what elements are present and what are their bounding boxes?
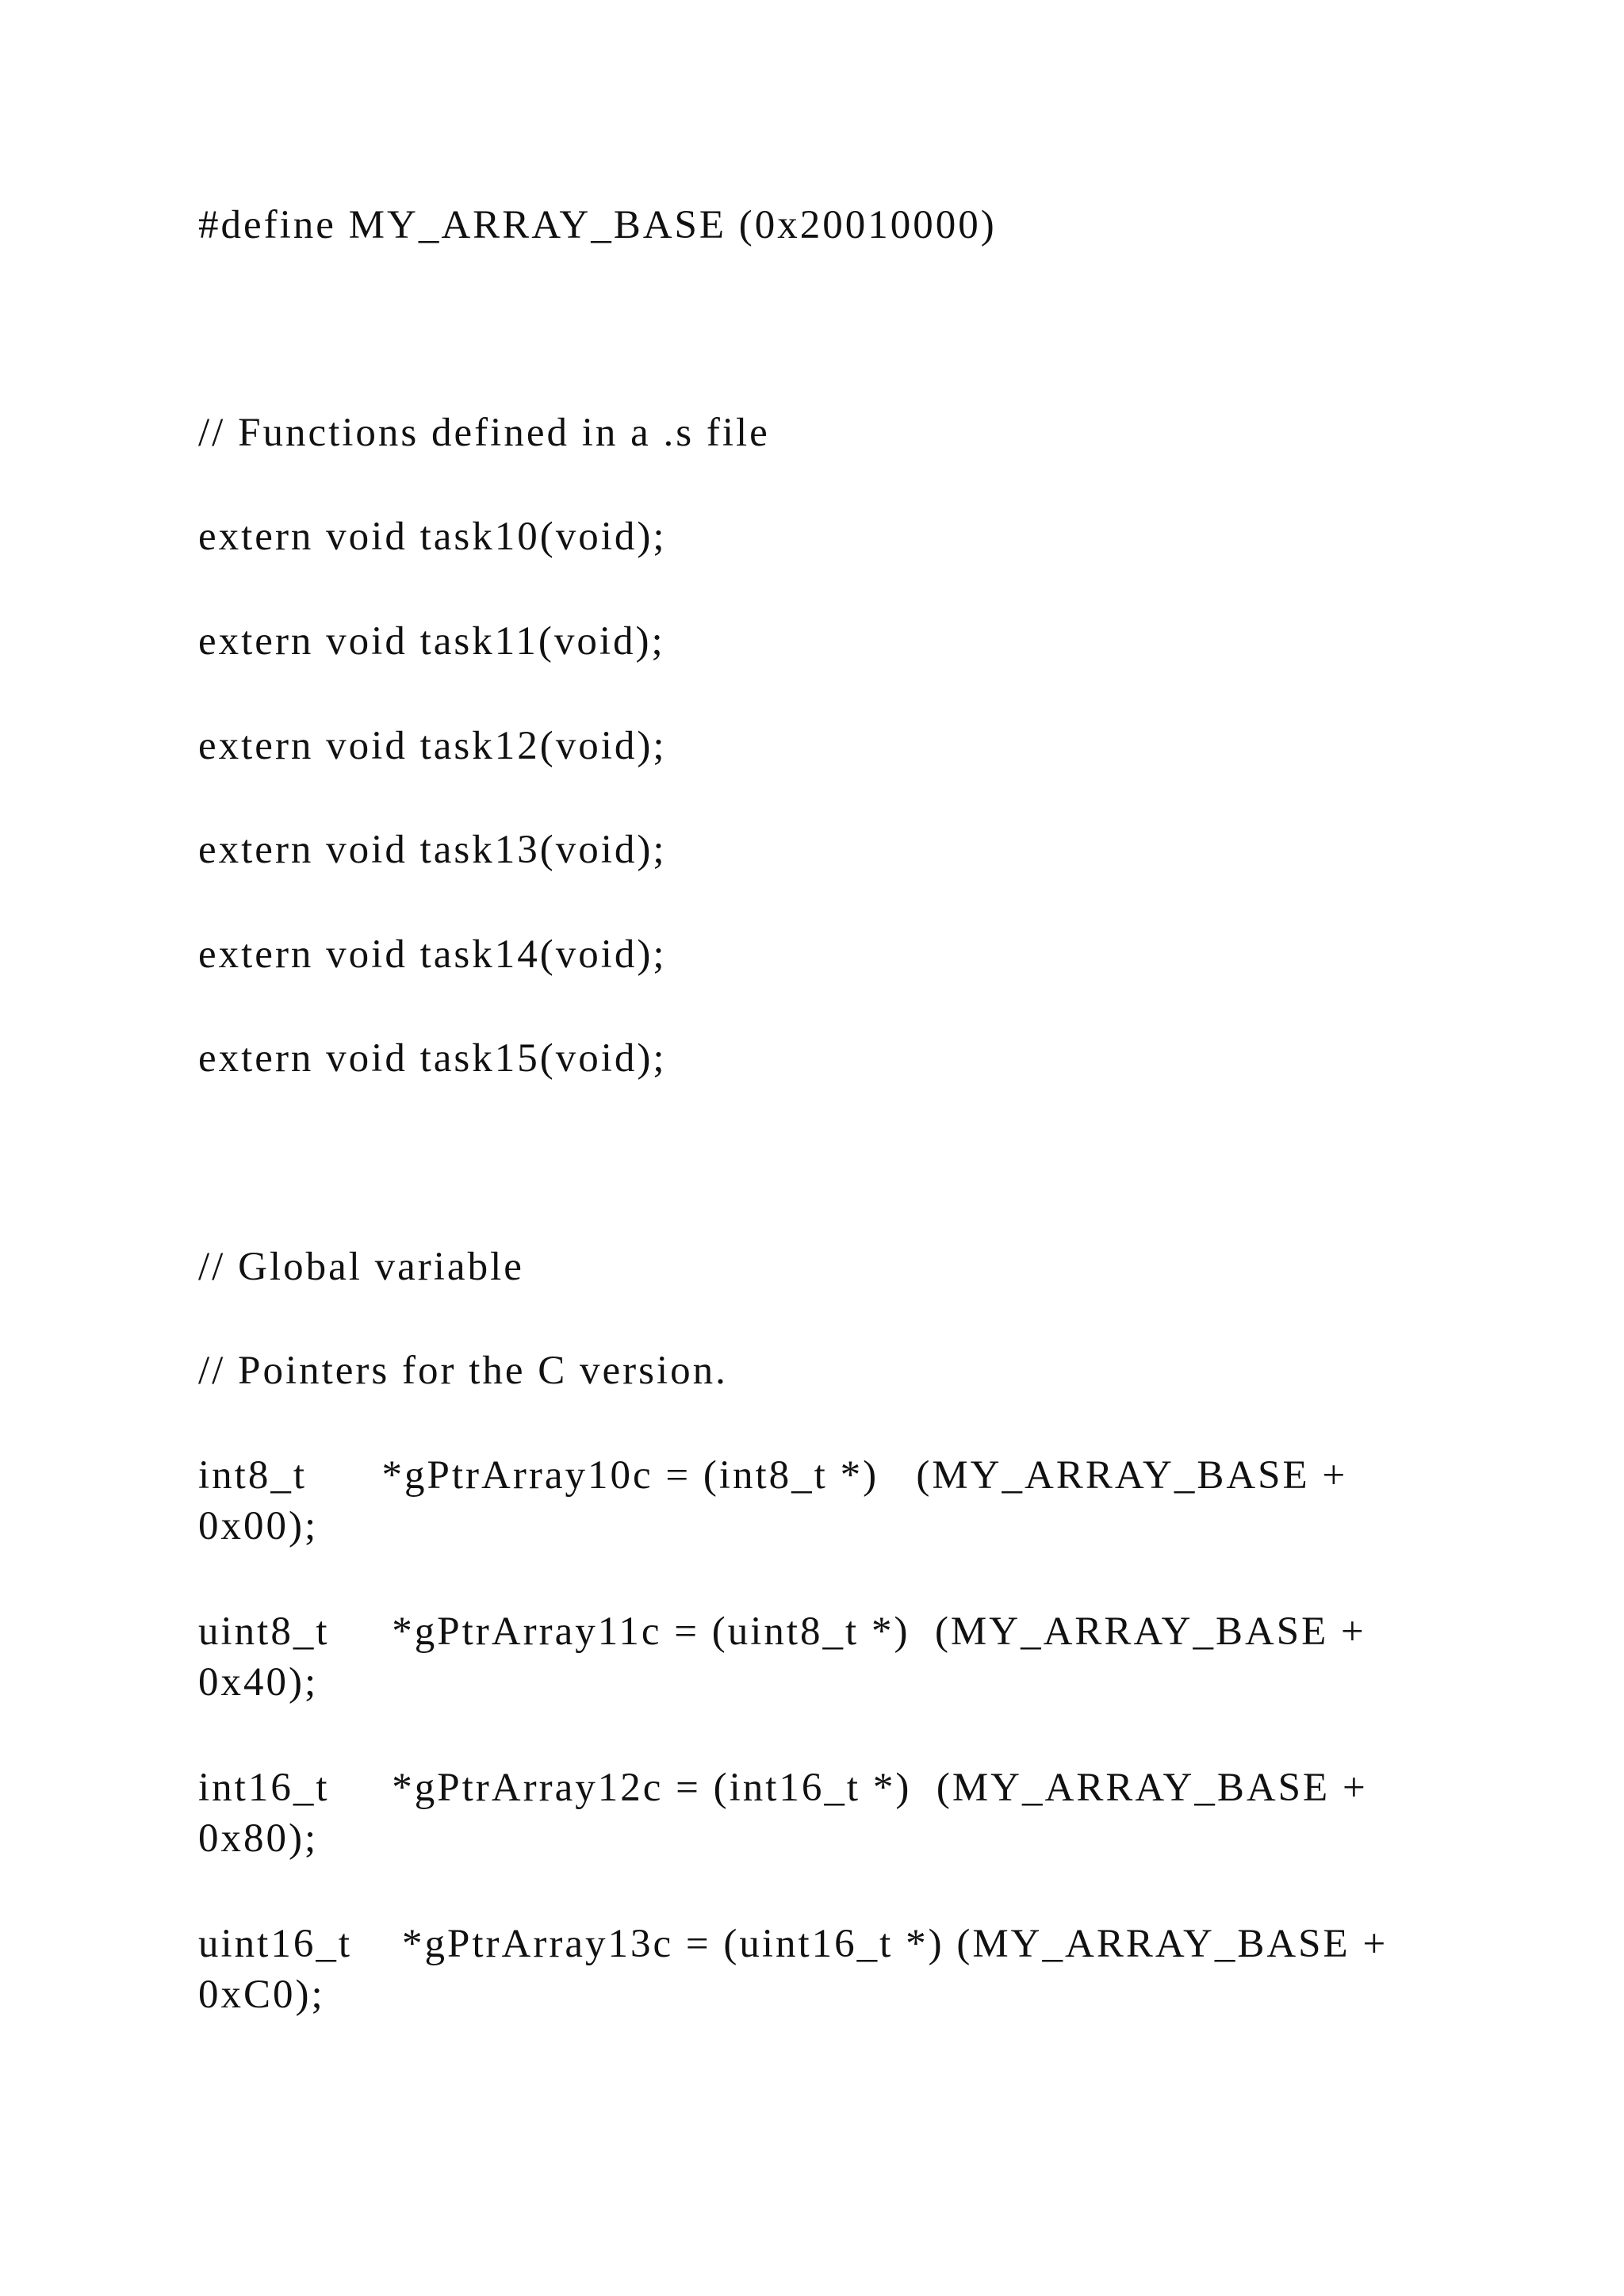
pointer-declaration: int16_t *gPtrArray12c = (int16_t *) (MY_ARRAY_BASE + (198, 1766, 1368, 1810)
comment-functions: // Functions defined in a .s file (198, 411, 770, 455)
extern-declaration: extern void task15(void); (198, 1036, 667, 1081)
pointer-declaration: uint8_t *gPtrArray11c = (uint8_t *) (MY_ARRAY_BASE + (198, 1609, 1366, 1654)
extern-declaration: extern void task11(void); (198, 619, 665, 664)
pointer-declaration-continuation: 0xC0); (198, 1973, 325, 2017)
pointer-declaration-continuation: 0x40); (198, 1660, 319, 1705)
pointer-declaration: int8_t *gPtrArray10c = (int8_t *) (MY_ARRAY_BASE + (198, 1453, 1348, 1498)
pointer-declaration-continuation: 0x00); (198, 1504, 319, 1548)
comment-pointers: // Pointers for the C version. (198, 1349, 728, 1393)
extern-declaration: extern void task13(void); (198, 828, 667, 872)
define-macro-line: #define MY_ARRAY_BASE (0x20010000) (198, 203, 997, 247)
comment-global-variable: // Global variable (198, 1245, 524, 1289)
extern-declaration: extern void task14(void); (198, 932, 667, 977)
pointer-declaration-continuation: 0x80); (198, 1816, 319, 1861)
extern-declaration: extern void task10(void); (198, 515, 667, 559)
extern-declaration: extern void task12(void); (198, 724, 667, 768)
pointer-declaration: uint16_t *gPtrArray13c = (uint16_t *) (MY_ARRAY_BASE + (198, 1922, 1388, 1966)
